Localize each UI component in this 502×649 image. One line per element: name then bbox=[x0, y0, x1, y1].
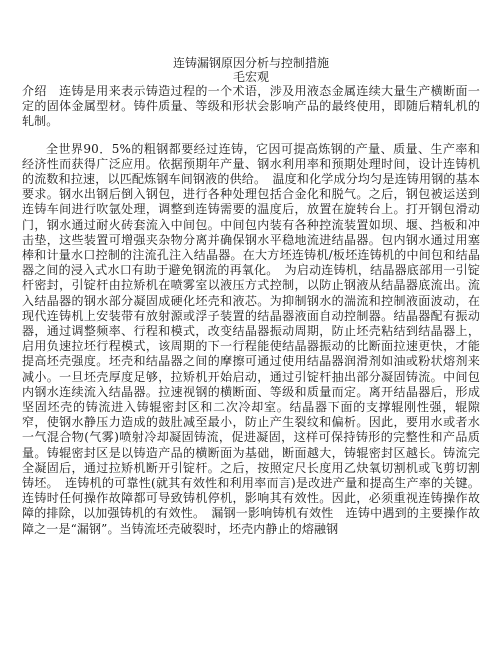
paragraph-intro: 介绍 连铸是用来表示铸造过程的一个术语，涉及用液态金属连续大量生产横断面一定的固体金属型材。铸件质量、等级和形状会影响产品的最终使用，即随后精轧机的轧制。 bbox=[22, 84, 480, 129]
document-author: 毛宏观 bbox=[232, 70, 269, 84]
document-page bbox=[22, 56, 480, 537]
paragraph-body: 全世界90．5%的粗钢都要经过连铸，它因可提高炼钢的产量、质量、生产率和经济性而获得广泛应用。依据预期年产量、钢水利用率和预期处理时间，设计连铸机的流数和拉速，以匹配炼钢车间钢液的供给。 温度和化学成分均匀是连铸用钢的基本要求。钢水出钢后倒入钢包，进行各种处理包括合金化和脱气。之后，钢包被运送到连铸车间进行吹氩处理，调整到连铸需要的温度后，放置在旋转台上。打开钢包滑动门，钢水通过耐火砖套流入中间包。中间包内装有各种控流装置如坝、堰、挡板和冲击垫，这些装置可增强夹杂物分离并确保钢水平稳地流进结晶器。包内钢水通过用塞棒和计量水口控制的注流孔注入结晶器。在大方坯连铸机/板坯连铸机的中间包和结晶器之间的浸入式水口有助于避免钢流的再氧化。 为启动连铸机，结晶器底部用一引锭杆密封，引锭杆由拉矫机在喷雾室以液压方式控制，以防止钢液从结晶器底流出。流入结晶器的钢水部分凝固成硬化坯壳和液芯。为抑制钢水的湍流和控制液面波动，在现代连铸机上安装带有放射源或浮子装置的结晶器液面自动控制器。结晶器配有振动器，通过调整频率、行程和模式，改变结晶器振动周期，防止坯壳粘结到结晶器上，启用负速拉坯行程模式，该周期的下一行程能使结晶器振动的比断面拉速更快，才能提高坯壳强度。坯壳和结晶器之间的摩擦可通过使用结晶器润滑剂如油或粉状熔剂来减小。一旦坯壳厚度足够，拉矫机开始启动，通过引锭杆抽出部分凝固铸流。中间包内钢水连续流入结晶器。拉速视钢的横断面、等级和质量而定。离开结晶器后，形成坚固坯壳的铸流进入铸辊密封区和二次冷却室。结晶器下面的支撑辊刚性强，辊隙窄，使钢水静压力造成的鼓肚减至最小，防止产生裂纹和偏析。因此，要用水或者水一气混合物(气雾)喷射冷却凝固铸流，促进凝固，这样可保持铸形的完整性和产品质量。铸辊密封区是以铸造产品的横断面为基础，断面越大，铸辊密封区越长。铸流完全凝固后，通过拉矫机断开引锭杆。之后，按照定尺长度用乙炔氧切割机或飞剪切割铸坯。 连铸机的可靠性(就其有效性和利用率而言)是改进产量和提高生产率的关键。连铸时任何操作故障都可导致铸机停机，影响其有效性。因此，必须重视连铸操作故障的排除，以加强铸机的有效性。 漏钢一影响铸机有效性 连铸中遇到的主要操作故障之一是“漏钢”。当铸流坯壳破裂时，坯壳内静止的熔融钢 bbox=[22, 141, 480, 536]
document-title: 连铸漏钢原因分析与控制措施 bbox=[172, 56, 329, 70]
